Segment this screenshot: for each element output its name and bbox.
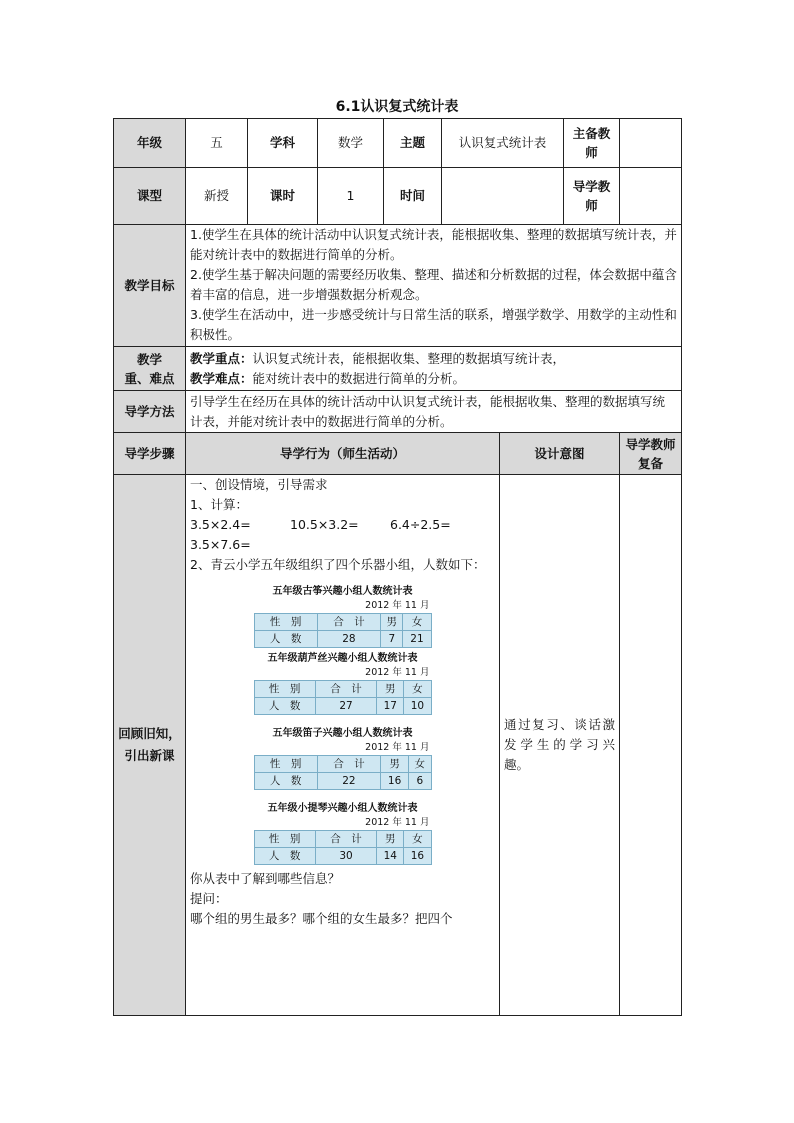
calc-item: 10.5×3.2= xyxy=(290,517,359,532)
calc-item: 6.4÷2.5= xyxy=(390,517,451,532)
stat-table: 性 别 合 计 男 女 人 数 30 14 16 xyxy=(254,830,432,865)
calc-label: 1、计算： xyxy=(190,497,248,512)
activity-column-header: 导学行为（师生活动） xyxy=(186,433,500,475)
topic-value: 认识复式统计表 xyxy=(442,119,564,168)
objectives-row xyxy=(114,225,682,347)
type-label: 课型 xyxy=(114,168,186,225)
design-intent: 通过复习、谈话激发学生的学习兴趣。 xyxy=(500,475,620,1016)
stat-table-date: 2012 年 11 月 xyxy=(365,817,430,828)
step1-activity xyxy=(186,475,500,1016)
stat-table-date: 2012 年 11 月 xyxy=(365,667,430,678)
column-header-row xyxy=(114,433,682,475)
ask-label: 提问： xyxy=(190,891,228,906)
page-title: 6.1认识复式统计表 xyxy=(335,99,459,115)
problem-text: 2、青云小学五年级组织了四个乐器小组，人数如下： xyxy=(190,557,486,572)
grade-label: 年级 xyxy=(114,119,186,168)
stat-table-title: 五年级笛子兴趣小组人数统计表 xyxy=(272,728,413,739)
step1-label: 回顾旧知，引出新课 xyxy=(114,475,186,1016)
grade-value: 五 xyxy=(186,119,248,168)
calc-item: 3.5×7.6= xyxy=(190,537,251,552)
objective-item: 3.使学生在活动中，进一步感受统计与日常生活的联系，增强学数学、用数学的主动性和积极性。 xyxy=(190,307,677,342)
method-row xyxy=(114,391,682,433)
header-row-1 xyxy=(114,119,682,168)
stat-table: 性 别 合 计 男 女 人 数 28 7 21 xyxy=(254,613,432,648)
design-column-header: 设计意图 xyxy=(500,433,620,475)
ask-text: 哪个组的男生最多？哪个组的女生最多？把四个 xyxy=(190,911,453,926)
topic-label: 主题 xyxy=(384,119,442,168)
time-value xyxy=(442,168,564,225)
step1-row xyxy=(114,475,682,1016)
difficulty-text: 能对统计表中的数据进行简单的分析。 xyxy=(252,370,466,386)
stat-table-date: 2012 年 11 月 xyxy=(365,600,430,611)
key-points-label: 教学 重、难点 xyxy=(114,347,186,391)
lead-teacher-value xyxy=(620,119,682,168)
method-label: 导学方法 xyxy=(114,391,186,433)
lesson-plan-table xyxy=(113,118,682,1016)
subject-label: 学科 xyxy=(248,119,318,168)
stat-table-title: 五年级古筝兴趣小组人数统计表 xyxy=(272,586,413,597)
period-value: 1 xyxy=(318,168,384,225)
stat-table-block xyxy=(254,802,432,865)
stat-table-title: 五年级小提琴兴趣小组人数统计表 xyxy=(267,803,418,814)
type-value: 新授 xyxy=(186,168,248,225)
stat-table: 性 别 合 计 男 女 人 数 27 17 10 xyxy=(254,680,432,715)
objective-item: 1.使学生在具体的统计活动中认识复式统计表，能根据收集、整理的数据填写统计表，并能对统计表中的数据进行简单的分析。 xyxy=(190,227,677,262)
objectives-content xyxy=(186,225,682,347)
calc-line xyxy=(190,515,495,535)
key-points-row xyxy=(114,347,682,391)
stat-table-block xyxy=(254,727,432,790)
steps-column-header: 导学步骤 xyxy=(114,433,186,475)
section-heading: 一、创设情境，引导需求 xyxy=(190,477,328,492)
notes-column-header: 导学教师复备 xyxy=(620,433,682,475)
difficulty-label: 教学难点： xyxy=(190,370,253,386)
subject-value: 数学 xyxy=(318,119,384,168)
stat-table-block xyxy=(254,585,432,648)
focus-text: 认识复式统计表，能根据收集、整理的数据填写统计表， xyxy=(252,350,566,366)
guide-teacher-value xyxy=(620,168,682,225)
lead-teacher-label: 主备教师 xyxy=(564,119,620,168)
guide-teacher-label: 导学教师 xyxy=(564,168,620,225)
key-points-content xyxy=(186,347,682,391)
stat-table-title: 五年级葫芦丝兴趣小组人数统计表 xyxy=(267,653,418,664)
stat-table: 性 别 合 计 男 女 人 数 22 16 6 xyxy=(254,755,432,790)
calc-item: 3.5×2.4= xyxy=(190,517,251,532)
objectives-label: 教学目标 xyxy=(114,225,186,347)
time-label: 时间 xyxy=(384,168,442,225)
header-row-2 xyxy=(114,168,682,225)
stat-table-date: 2012 年 11 月 xyxy=(365,742,430,753)
focus-label: 教学重点： xyxy=(190,350,253,366)
question-text: 你从表中了解到哪些信息？ xyxy=(190,871,341,886)
objective-item: 2.使学生基于解决问题的需要经历收集、整理、描述和分析数据的过程，体会数据中蕴含着丰富的信息，进一步增强数据分析观念。 xyxy=(190,267,677,302)
stat-tables-group xyxy=(190,585,495,865)
stat-table-block xyxy=(254,652,432,715)
notes-cell xyxy=(620,475,682,1016)
method-text: 引导学生在经历在具体的统计活动中认识复式统计表，能根据收集、整理的数据填写统计表，并能对统计表中的数据进行简单的分析。 xyxy=(186,391,682,433)
period-label: 课时 xyxy=(248,168,318,225)
